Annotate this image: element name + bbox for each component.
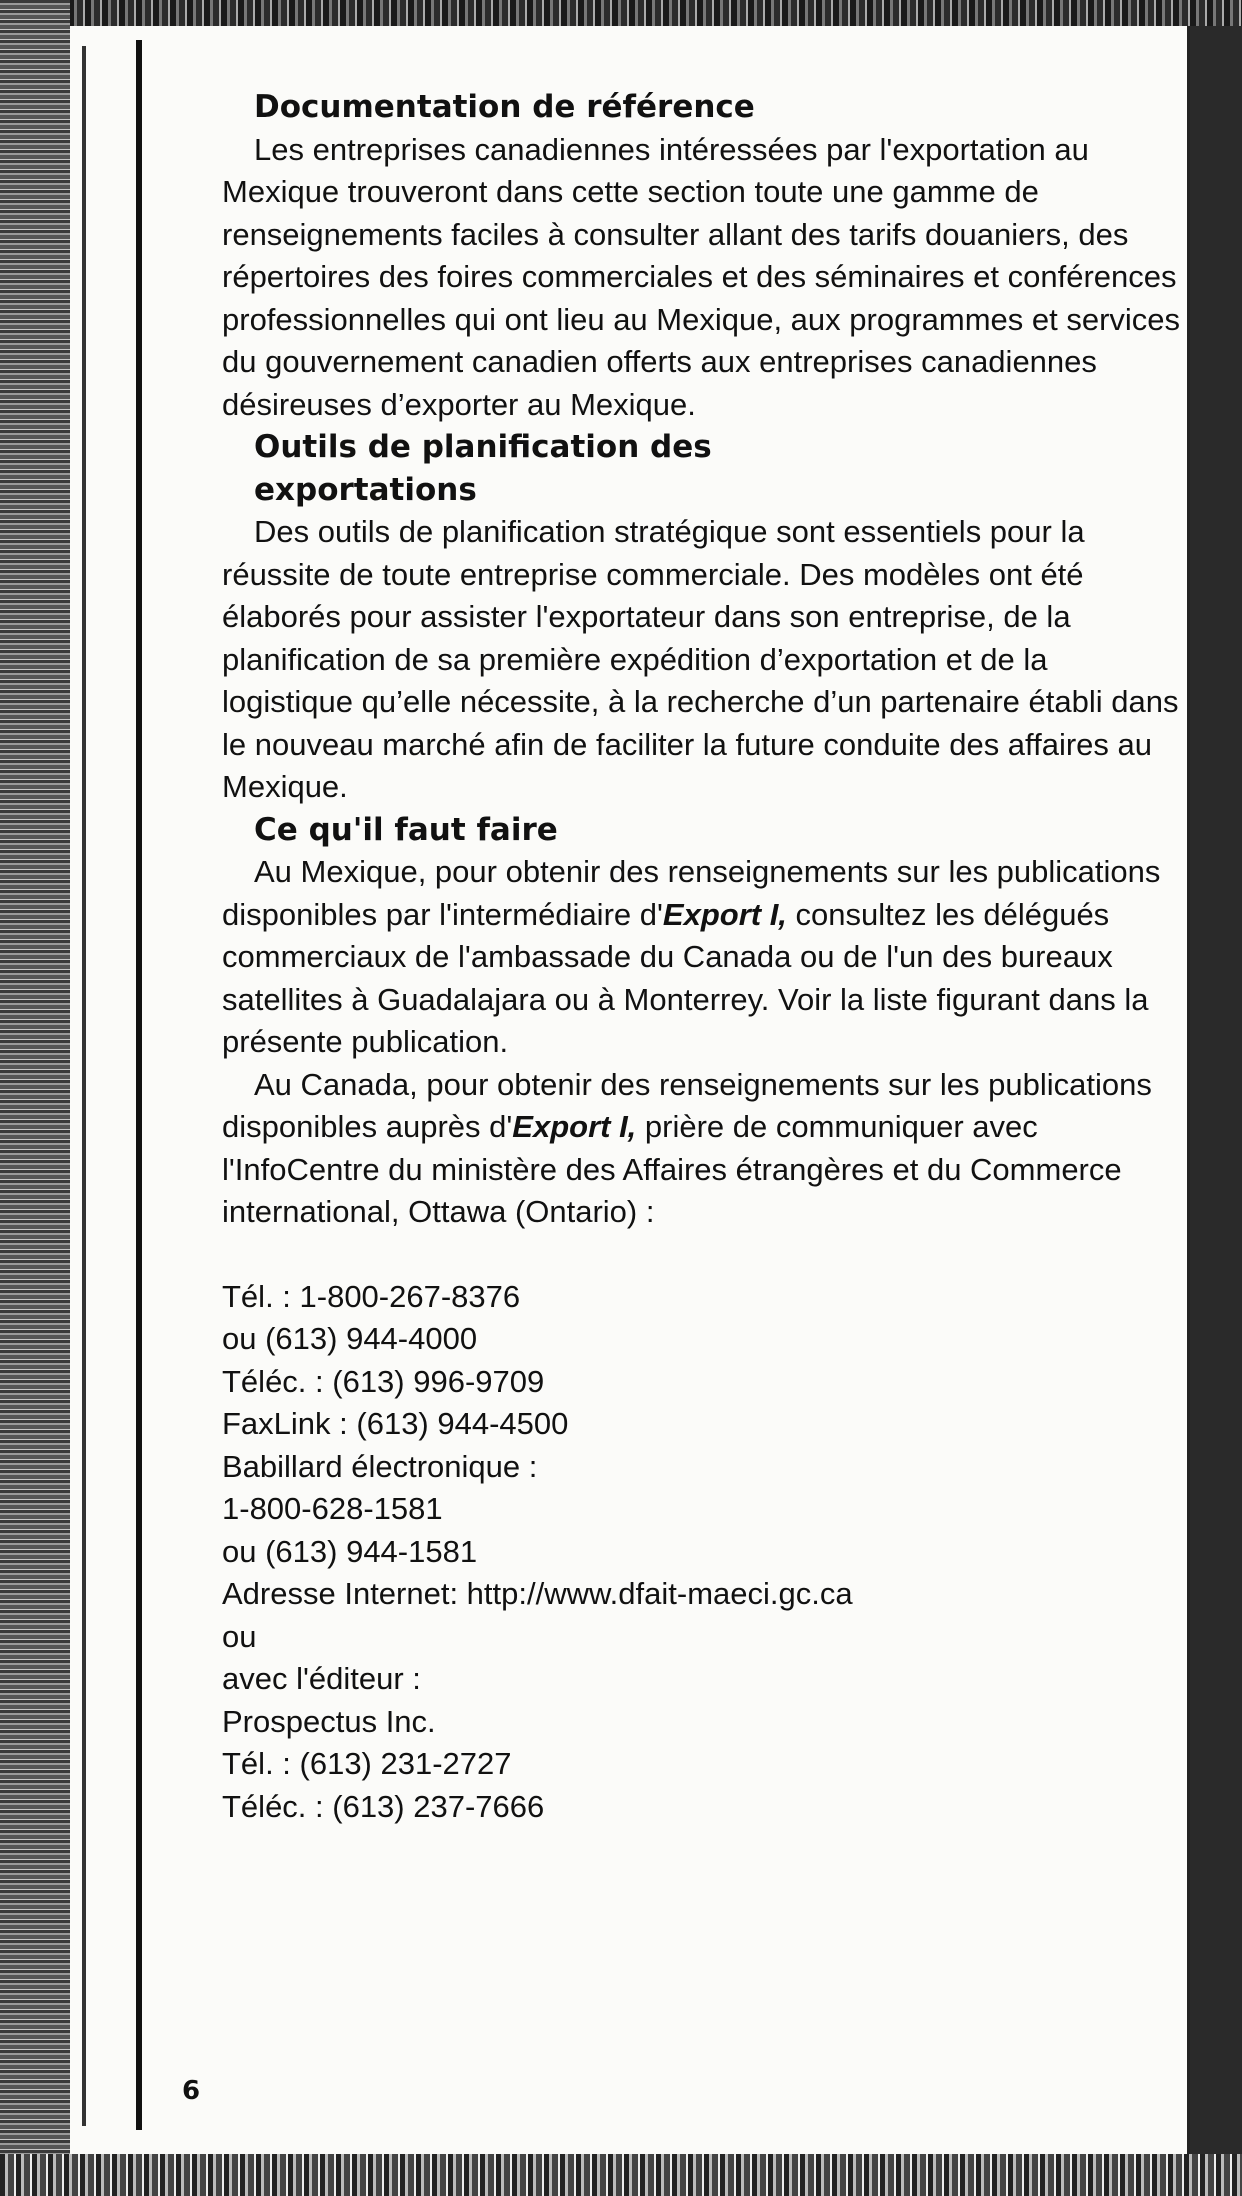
page-number: 6 <box>182 2076 201 2106</box>
export-i-brand: Export I, <box>662 896 787 932</box>
section-heading-ce-quil-faut-faire: Ce qu'il faut faire <box>254 811 558 848</box>
contact-line: FaxLink : (613) 944-4500 <box>222 1406 569 1441</box>
contact-line: Adresse Internet: http://www.dfait-maeci.gc.ca <box>222 1576 853 1611</box>
section-heading-documentation: Documentation de référence <box>254 89 755 125</box>
paragraph-mexique <box>222 851 1182 1064</box>
contact-line: Téléc. : (613) 996-9709 <box>222 1363 545 1399</box>
spacer <box>222 1234 1182 1276</box>
paragraph-documentation: Les entreprises canadiennes intéressées par l'exportation au Mexique trouveront dans cette section toute une gamme de renseignements faciles à consulter allant des tarifs douaniers, des répertoires des foires commerciales et des séminaires et conférences professionnelles qui ont lieu au Mexique, aux programmes et services du gouvernement canadien offerts aux entreprises canadiennes désireuses d’exporter au Mexique. <box>222 131 1181 422</box>
paragraph-canada-text-b: prière de communiquer avec l'InfoCentre du ministère des Affaires étrangères et du Commerce international, Ottawa (Ontario) : <box>222 1109 1122 1229</box>
contact-line: Tél. : (613) 231-2727 <box>222 1746 512 1781</box>
document-page <box>70 26 1190 2154</box>
contact-line: Prospectus Inc. <box>222 1703 436 1739</box>
export-i-brand-2: Export I, <box>512 1109 637 1144</box>
binding-rule-inner <box>136 40 142 2130</box>
contact-line: Tél. : 1-800-267-8376 <box>222 1278 521 1314</box>
page-edge-right <box>1187 26 1190 2154</box>
scan-border-bottom <box>0 2154 1242 2196</box>
paragraph-mexique-text-b: consultez les délégués commerciaux de l'ambassade du Canada ou de l'un des bureaux satellites à Guadalajara ou à Monterrey. Voir la liste figurant dans la présente publication. <box>222 896 1149 1059</box>
contact-line: Babillard électronique : <box>222 1448 538 1484</box>
page-content <box>222 86 1182 1828</box>
paragraph-outils: Des outils de planification stratégique sont essentiels pour la réussite de toute entreprise commerciale. Des modèles ont été élaborés pour assister l'exportateur dans son entreprise, de la planification de sa première expédition d’exportation et de la logistique qu’elle nécessite, à la recherche d’un partenaire établi dans le nouveau marché afin de faciliter la future conduite des affaires au Mexique. <box>222 514 1179 804</box>
paragraph-mexique-text-a: Au Mexique, pour obtenir des renseignements sur les publications disponibles par l'intermédiaire d' <box>222 854 1161 932</box>
contact-line: Téléc. : (613) 237-7666 <box>222 1788 545 1824</box>
contact-block <box>222 1276 1182 1829</box>
contact-line: ou <box>222 1618 257 1654</box>
paragraph-canada-text-a: Au Canada, pour obtenir des renseignements sur les publications disponibles auprès d' <box>222 1066 1152 1144</box>
scan-border-left <box>0 0 70 2196</box>
contact-line: avec l'éditeur : <box>222 1661 421 1696</box>
contact-line: 1-800-628-1581 <box>222 1491 443 1526</box>
scan-border-top <box>0 0 1242 26</box>
contact-line: ou (613) 944-1581 <box>222 1533 478 1569</box>
paragraph-canada <box>222 1064 1182 1234</box>
section-heading-outils: Outils de planification des exportations <box>254 429 712 508</box>
contact-line: ou (613) 944-4000 <box>222 1321 478 1356</box>
binding-rule-outer <box>82 46 86 2126</box>
